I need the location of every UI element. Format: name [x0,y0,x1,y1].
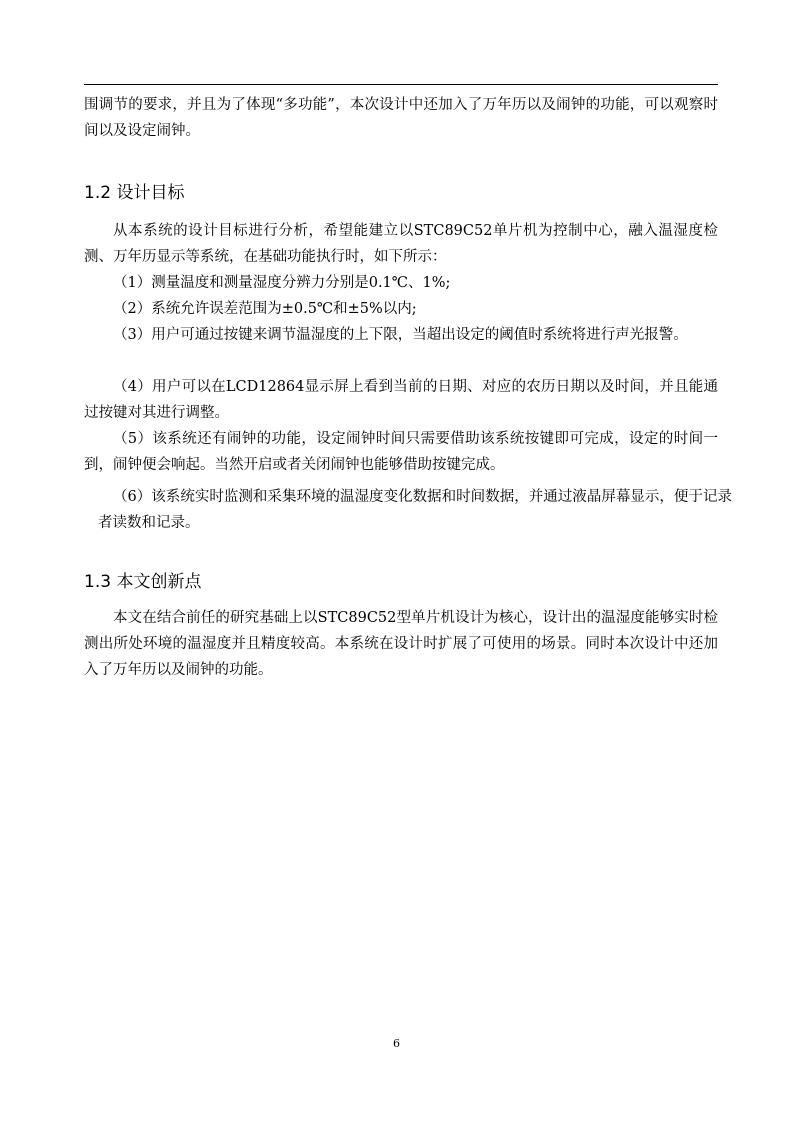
section-heading-1-3: 1.3 本文创新点 [84,572,202,592]
continuation-paragraph: 围调节的要求，并且为了体现“多功能”，本次设计中还加入了万年历以及闹钟的功能，可以观察时间以及设定闹钟。 [84,97,718,139]
header-rule [84,84,718,85]
list-item-4: （4）用户可以在LCD12864显示屏上看到当前的日期、对应的农历日期以及时间，并且能通过按键对其进行调整。 [84,379,718,421]
page-number: 6 [393,1037,400,1050]
section-heading-1-2: 1.2 设计目标 [84,183,185,203]
list-item-3: （3）用户可通过按键来调节温湿度的上下限，当超出设定的阈值时系统将进行声光报警。 [113,327,688,343]
list-item-1: （1）测量温度和测量湿度分辨力分别是0.1℃、1%; [113,275,451,291]
list-item-6: （6）该系统实时监测和采集环境的温湿度变化数据和时间数据，并通过液晶屏幕显示，便于记录者读数和记录。 [98,489,732,531]
list-item-2: （2）系统允许误差范围为±0.5℃和±5%以内; [113,301,417,317]
list-item-5: （5）该系统还有闹钟的功能，设定闹钟时间只需要借助该系统按键即可完成，设定的时间一到，闹钟便会响起。当然开启或者关闭闹钟也能够借助按键完成。 [84,431,718,473]
section-1-2-intro: 从本系统的设计目标进行分析，希望能建立以STC89C52单片机为控制中心，融入温湿度检测、万年历显示等系统，在基础功能执行时，如下所示： [84,223,718,265]
section-1-3-body: 本文在结合前任的研究基础上以STC89C52型单片机设计为核心，设计出的温湿度能够实时检测出所处环境的温湿度并且精度较高。本系统在设计时扩展了可使用的场景。同时本次设计中还加入了万年历以及闹钟的功能。 [84,610,718,678]
